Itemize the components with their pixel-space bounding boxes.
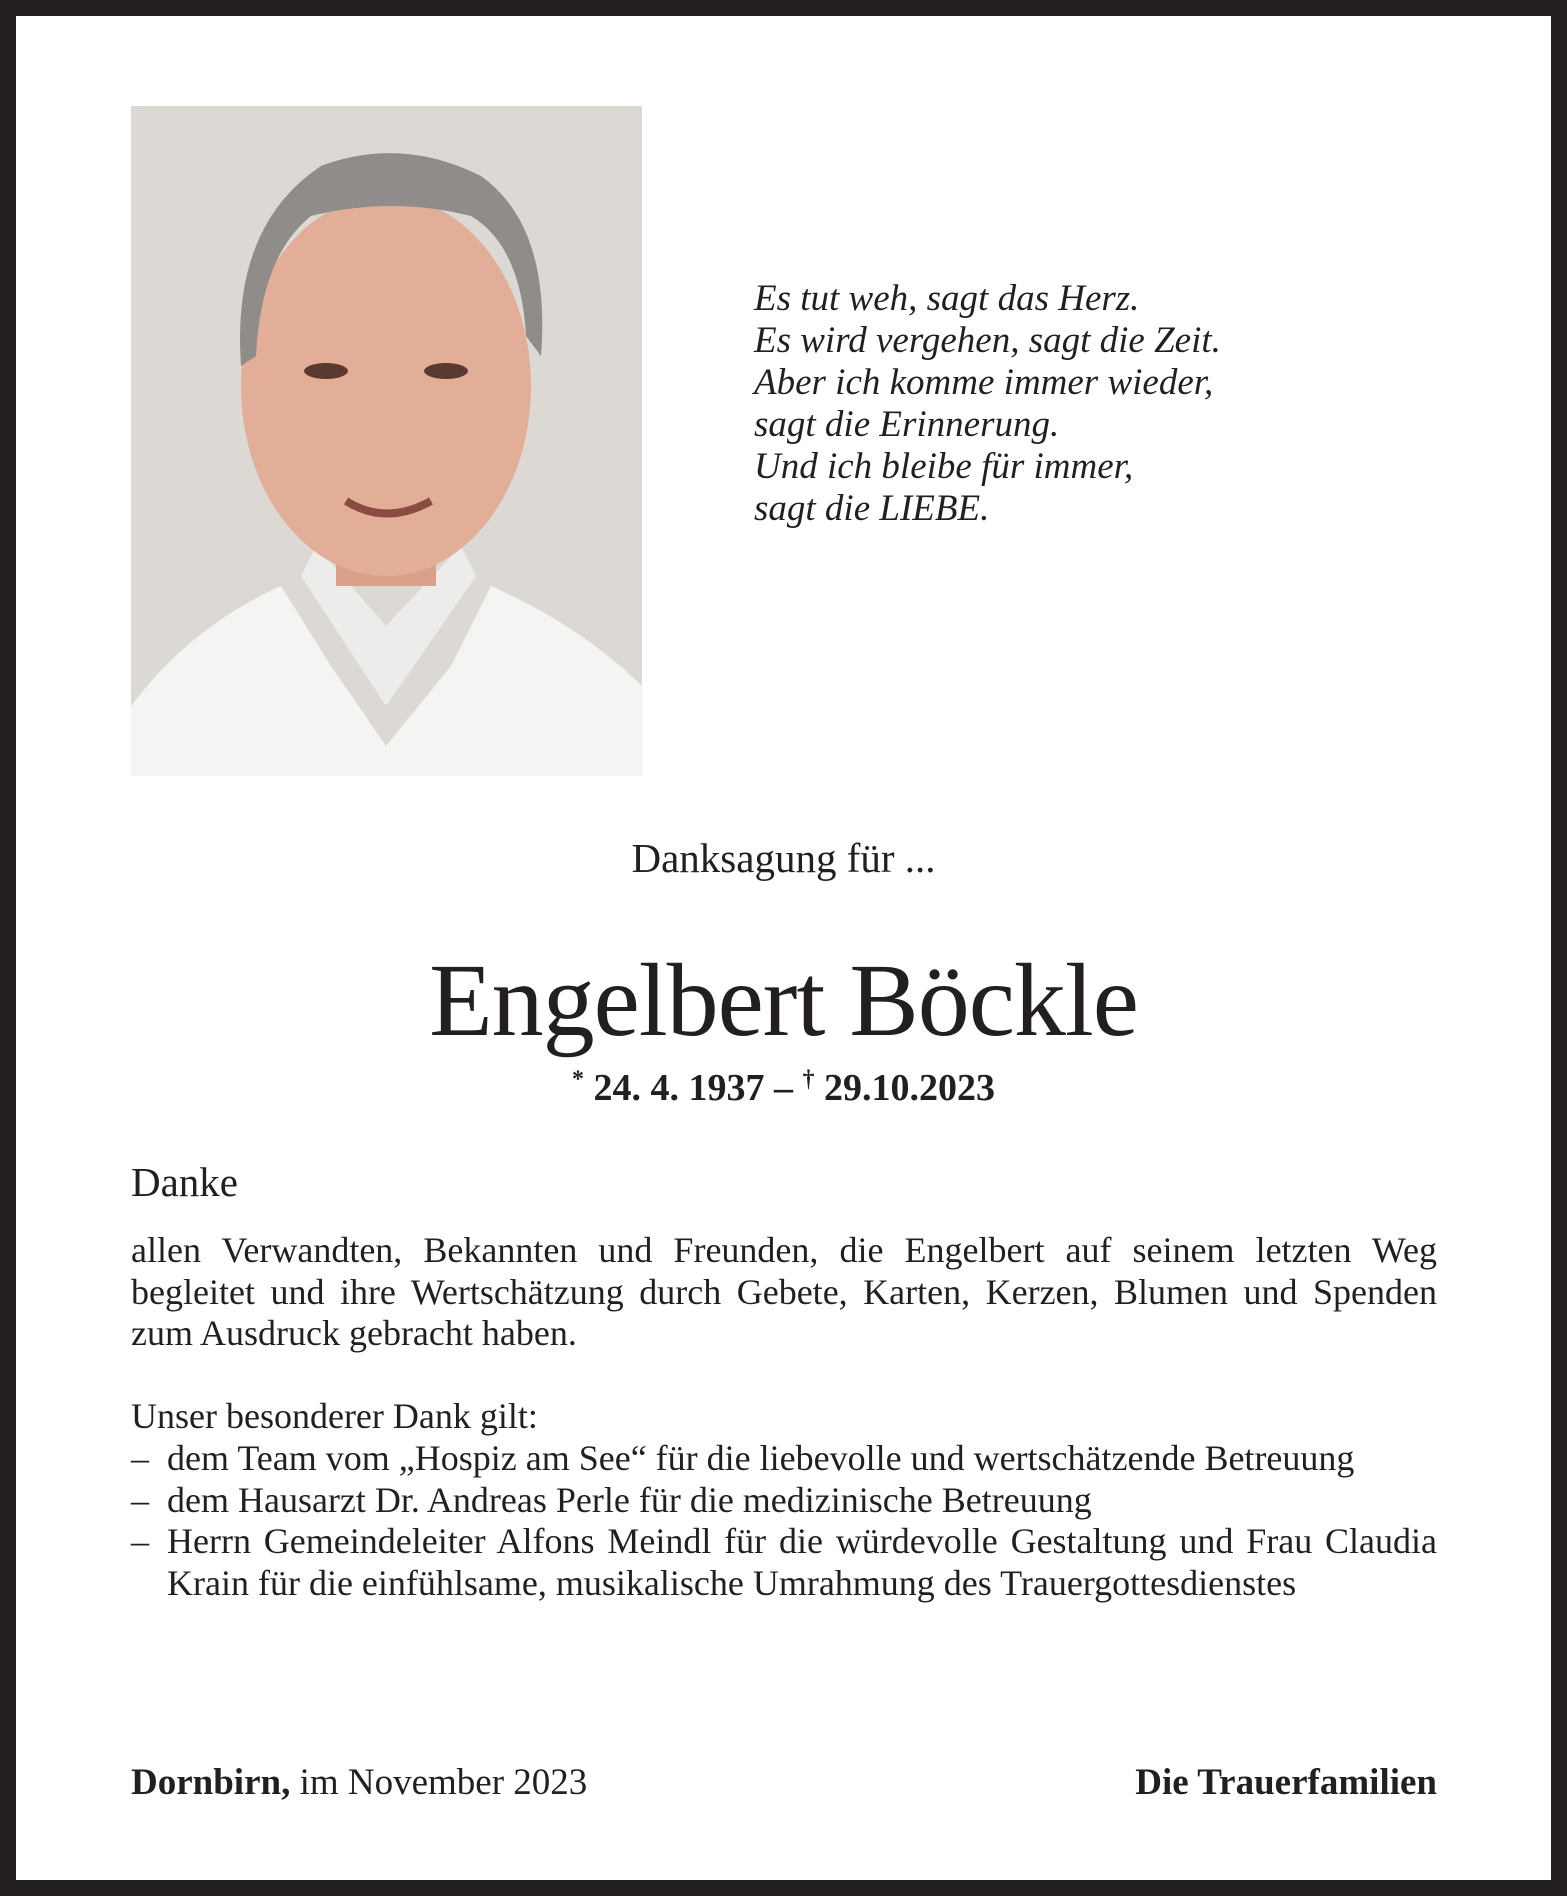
obituary-notice bbox=[16, 16, 1551, 1880]
intro-text: Danksagung für ... bbox=[631, 835, 936, 881]
dash: – bbox=[131, 1521, 149, 1561]
dash: – bbox=[131, 1479, 149, 1520]
life-dates bbox=[16, 1066, 1551, 1110]
list-item bbox=[131, 1480, 1437, 1522]
dash: – bbox=[131, 1438, 149, 1478]
special-thanks-heading: Unser besonderer Dank gilt: bbox=[131, 1396, 538, 1436]
quote-line: sagt die Erinnerung. bbox=[754, 404, 1060, 445]
thanks-heading: Danke bbox=[131, 1159, 239, 1205]
footer bbox=[131, 1761, 1437, 1804]
poem-quote bbox=[754, 278, 1221, 530]
list-item-text: dem Hausarzt Dr. Andreas Perle für die medizinische Betreuung bbox=[167, 1479, 1092, 1520]
death-date: 29.10.2023 bbox=[824, 1067, 995, 1109]
birth-symbol: * bbox=[572, 1066, 584, 1093]
list-item-text: Herrn Gemeindeleiter Alfons Meindl für die würdevolle Gestaltung und Frau Claudia Krain für die einfühlsame, musikalische Umrahmung des Trauergottesdienstes bbox=[167, 1521, 1437, 1603]
signature: Die Trauerfamilien bbox=[1135, 1762, 1437, 1803]
portrait-photo bbox=[131, 106, 642, 776]
birth-date: 24. 4. 1937 bbox=[593, 1067, 765, 1109]
date-separator: – bbox=[774, 1067, 793, 1109]
thanks-paragraph: allen Verwandten, Bekannten und Freunden, die Engelbert auf seinem letzten Weg begleitet und ihre Wertschätzung durch Gebete, Karten, Kerzen, Blumen und Spenden zum Ausdruck gebracht haben. bbox=[131, 1230, 1437, 1353]
quote-line: Und ich bleibe für immer, bbox=[754, 446, 1134, 487]
death-symbol: † bbox=[802, 1066, 815, 1093]
place-date bbox=[131, 1761, 587, 1804]
quote-line: Aber ich komme immer wieder, bbox=[754, 362, 1214, 403]
date: im November 2023 bbox=[290, 1762, 588, 1803]
special-thanks-list bbox=[131, 1438, 1437, 1604]
quote-line: Es wird vergehen, sagt die Zeit. bbox=[754, 320, 1221, 361]
place: Dornbirn, bbox=[131, 1762, 291, 1803]
quote-line: Es tut weh, sagt das Herz. bbox=[754, 278, 1140, 319]
list-item bbox=[131, 1438, 1437, 1480]
quote-line: sagt die LIEBE. bbox=[754, 488, 990, 529]
list-item bbox=[131, 1521, 1437, 1604]
list-item-text: dem Team vom „Hospiz am See“ für die liebevolle und wertschätzende Betreuung bbox=[167, 1438, 1355, 1478]
deceased-name: Engelbert Böckle bbox=[429, 943, 1138, 1058]
